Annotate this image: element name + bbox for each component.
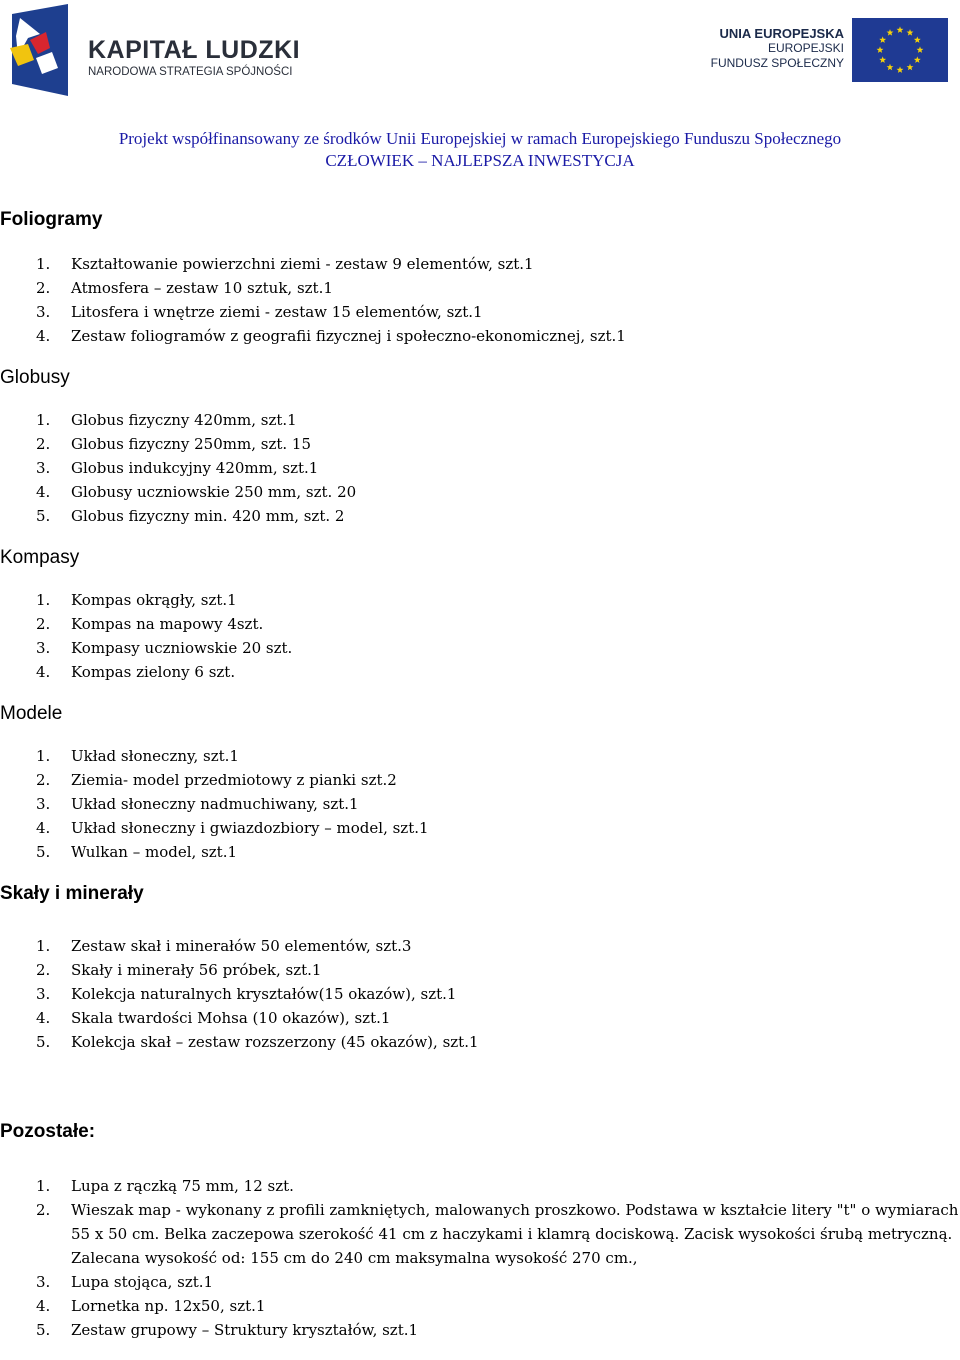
list-item: 3. Lupa stojąca, szt.1 [36, 1273, 214, 1291]
list-item: 4. Skala twardości Mohsa (10 okazów), szt.1 [36, 1009, 391, 1027]
item-list [0, 744, 960, 864]
list-item: 2. Globus fizyczny 250mm, szt. 15 [36, 435, 311, 453]
list-item: 3. Układ słoneczny nadmuchiwany, szt.1 [36, 795, 359, 813]
eu-logo-line2: EUROPEJSKI [767, 41, 844, 55]
kapital-ludzki-subtitle: NARODOWA STRATEGIA SPÓJNOŚCI [88, 66, 293, 78]
eu-logo-line1: UNIA EUROPEJSKA [719, 26, 844, 41]
section-globusy [0, 364, 960, 528]
item-list [0, 1174, 960, 1342]
list-item: 4. Globusy uczniowskie 250 mm, szt. 20 [36, 483, 357, 501]
eu-logo [700, 18, 950, 84]
item-list [0, 252, 960, 348]
kapital-ludzki-title: KAPITAŁ LUDZKI [88, 36, 301, 64]
list-item: 2. Skały i minerały 56 próbek, szt.1 [36, 961, 322, 979]
list-item: 1. Układ słoneczny, szt.1 [36, 747, 239, 765]
section-foliogramy [0, 206, 960, 348]
page-header [0, 0, 960, 110]
document-content [0, 206, 960, 1342]
item-list [0, 408, 960, 528]
list-item: 2. Atmosfera – zestaw 10 sztuk, szt.1 [36, 279, 333, 297]
list-item: 1. Lupa z rączką 75 mm, 12 szt. [36, 1177, 294, 1195]
list-item: 5. Zestaw grupowy – Struktury kryształów, szt.1 [36, 1321, 419, 1339]
eu-logo-text [711, 26, 844, 71]
list-item: 5. Kolekcja skał – zestaw rozszerzony (45 okazów), szt.1 [36, 1033, 479, 1051]
list-item: 2. Ziemia- model przedmiotowy z pianki szt.2 [36, 771, 397, 789]
item-list [0, 934, 960, 1054]
list-item: 1. Kształtowanie powierzchni ziemi - zestaw 9 elementów, szt.1 [36, 255, 534, 273]
list-item: 3. Kompasy uczniowskie 20 szt. [36, 639, 293, 657]
eu-flag-icon [852, 18, 948, 82]
list-item: 4. Zestaw foliogramów z geografii fizycznej i społeczno-ekonomicznej, szt.1 [36, 327, 626, 345]
project-banner [0, 128, 960, 172]
kapital-ludzki-logo [6, 4, 306, 96]
kapital-ludzki-emblem-icon [6, 4, 78, 96]
list-item: 3. Litosfera i wnętrze ziemi - zestaw 15 elementów, szt.1 [36, 303, 483, 321]
list-item: 1. Kompas okrągły, szt.1 [36, 591, 237, 609]
section-heading: Pozostałe: [0, 1121, 96, 1142]
list-item: 4. Lornetka np. 12x50, szt.1 [36, 1297, 266, 1315]
section-heading: Foliogramy [0, 209, 103, 230]
banner-line-1: Projekt współfinansowany ze środków Unii Europejskiej w ramach Europejskiego Funduszu Społecznego [118, 129, 842, 148]
list-item: 3. Globus indukcyjny 420mm, szt.1 [36, 459, 319, 477]
section-heading: Skały i minerały [0, 883, 144, 904]
item-list [0, 588, 960, 684]
list-item: 1. Zestaw skał i minerałów 50 elementów, szt.3 [36, 937, 412, 955]
section-skaly-i-mineraly [0, 880, 960, 1054]
section-kompasy [0, 544, 960, 684]
section-modele [0, 700, 960, 864]
list-item: 4. Układ słoneczny i gwiazdozbiory – model, szt.1 [36, 819, 429, 837]
section-heading: Modele [0, 703, 63, 724]
section-heading: Kompasy [0, 547, 80, 568]
list-item: 3. Kolekcja naturalnych kryształów(15 okazów), szt.1 [36, 985, 457, 1003]
list-item: 5. Wulkan – model, szt.1 [36, 843, 238, 861]
list-item: 4. Kompas zielony 6 szt. [36, 663, 236, 681]
list-item: 2. Wieszak map - wykonany z profili zamkniętych, malowanych proszkowo. Podstawa w kształcie litery "t" o wymiarach 55 x 50 cm. Belka zaczepowa szerokość 41 cm z haczykami i klamrą dociskową. Zacisk wysokości śrubą metryczną. Zalecana wysokość od: 155 cm do 240 cm maksymalna wysokość 270 cm., [36, 1201, 959, 1267]
section-heading: Globusy [0, 367, 70, 388]
list-item: 5. Globus fizyczny min. 420 mm, szt. 2 [36, 507, 345, 525]
list-item: 2. Kompas na mapowy 4szt. [36, 615, 264, 633]
section-pozostale [0, 1118, 960, 1342]
list-item: 1. Globus fizyczny 420mm, szt.1 [36, 411, 297, 429]
eu-logo-line3: FUNDUSZ SPOŁECZNY [710, 56, 844, 70]
banner-line-2: CZŁOWIEK – NAJLEPSZA INWESTYCJA [325, 151, 635, 170]
